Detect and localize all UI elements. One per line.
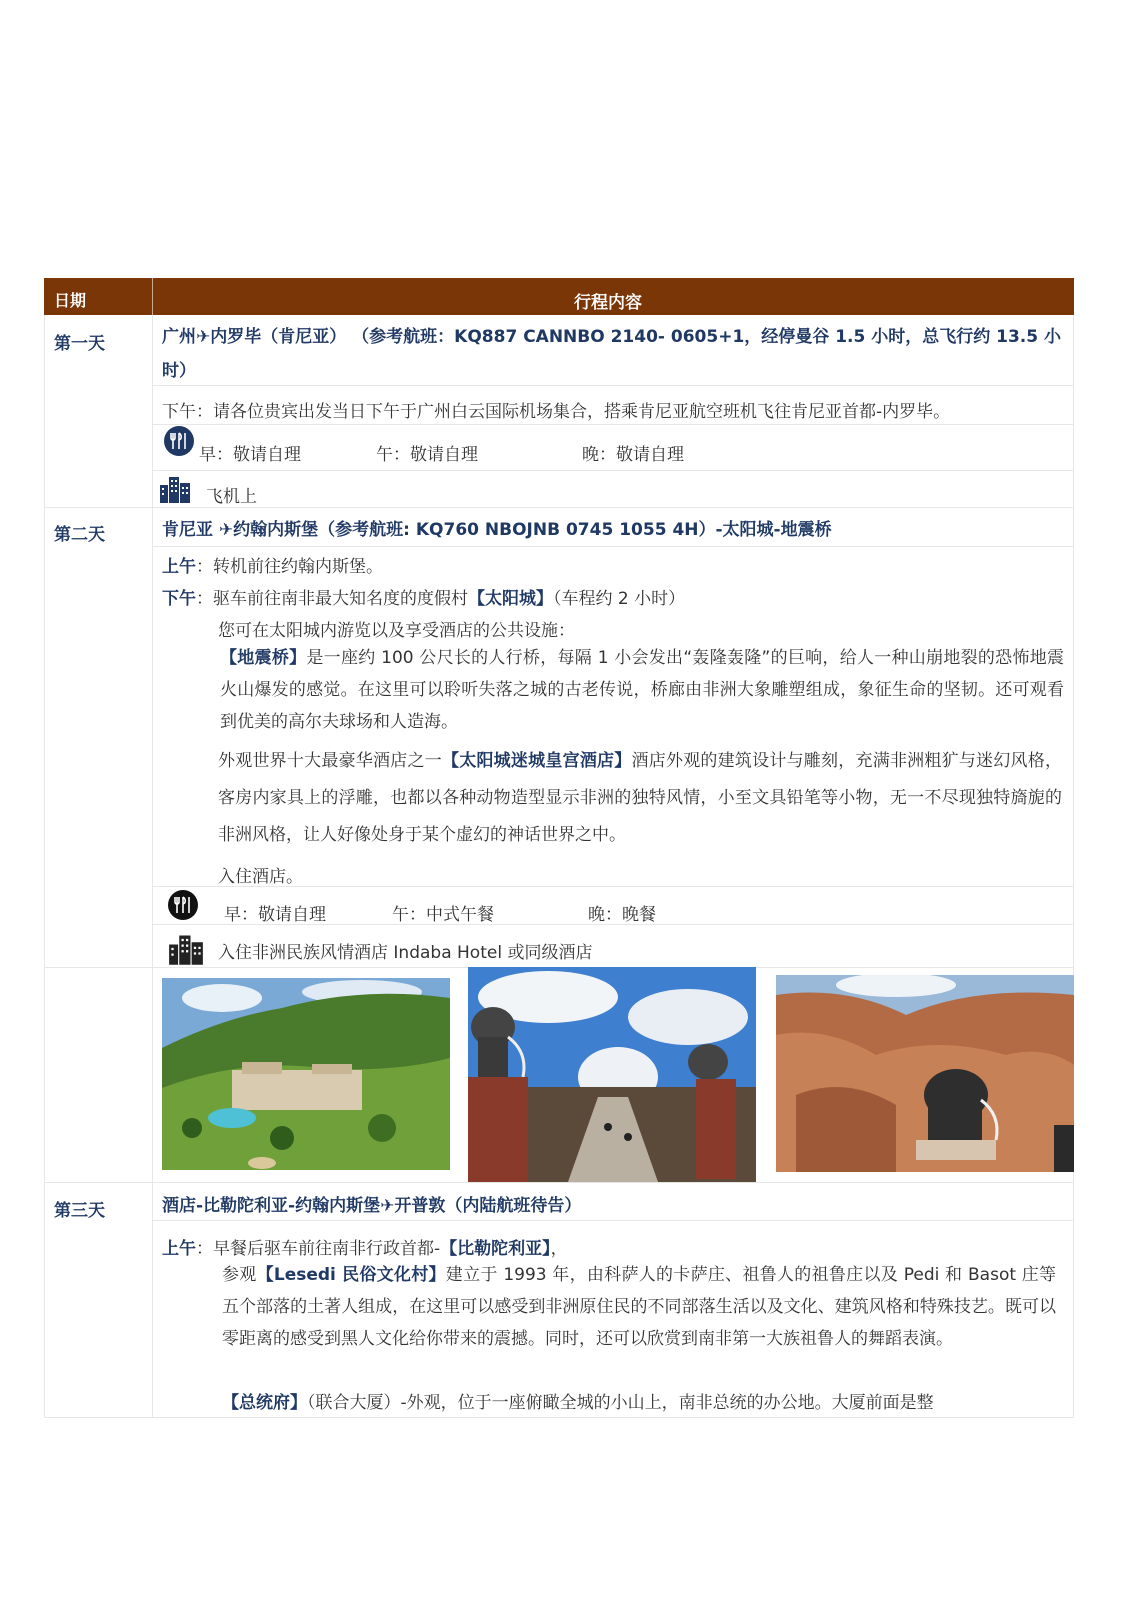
bridge-text: 是一座约 100 公尺长的人行桥，每隔 1 小会发出“轰隆轰隆”的巨响，给人一种山崩地裂的恐怖地震火山爆发的感觉。在这里可以聆听失落之城的古老传说，桥廊由非洲大象雕塑组成，象征生命的坚韧。还可观看到优美的高尔夫球场和人造海。 — [220, 648, 1065, 732]
lesedi-name: 【Lesedi 民俗文化村】 — [256, 1265, 446, 1285]
header-date: 日期 — [54, 291, 87, 310]
morning-post: ， — [550, 1239, 568, 1259]
facilities-text: 您可在太阳城内游览以及享受酒店的公共设施： — [218, 621, 575, 641]
row-line — [44, 1182, 1074, 1183]
bridge-elephants-photo — [468, 967, 756, 1182]
cutlery-icon — [164, 426, 194, 456]
bridge-name: 【地震桥】 — [220, 648, 307, 668]
day-afternoon: 下午：请各位贵宾出发当日下午于广州白云国际机场集合，搭乘肯尼亚航空班机飞往肯尼亚首都-内罗毕。 — [162, 402, 951, 422]
row-line — [44, 507, 1074, 508]
table-header — [44, 278, 1074, 315]
day-label: 第一天 — [54, 334, 105, 354]
header-content: 行程内容 — [574, 293, 642, 313]
row-line — [152, 470, 1074, 471]
hotel-text: 入住非洲民族风情酒店 Indaba Hotel 或同级酒店 — [218, 943, 593, 963]
meal-lunch: 午：敬请自理 — [376, 445, 478, 465]
meal-dinner: 晚：晚餐 — [588, 905, 656, 925]
buildings-icon — [168, 933, 204, 965]
union-name: 【总统府】 — [222, 1393, 307, 1413]
meal-breakfast: 早：敬请自理 — [224, 905, 326, 925]
meal-dinner: 晚：敬请自理 — [582, 445, 684, 465]
day-label: 第三天 — [54, 1201, 105, 1221]
hotel-text: 飞机上 — [206, 487, 257, 507]
row-line — [152, 424, 1074, 425]
union-paragraph — [222, 1387, 1056, 1419]
checkin-text: 入住酒店。 — [218, 867, 303, 887]
buildings-icon — [159, 475, 191, 503]
union-text: （联合大厦）-外观，位于一座俯瞰全城的小山上，南非总统的办公地。大厦前面是整 — [307, 1393, 934, 1413]
palace-paragraph — [218, 743, 1062, 854]
left-border — [44, 315, 45, 1418]
afternoon-post: （车程约 2 小时） — [553, 589, 686, 609]
day-afternoon — [162, 584, 685, 609]
right-border — [1073, 315, 1074, 1418]
sun-city-resort-photo — [162, 978, 450, 1170]
afternoon-pre: ：驱车前往南非最大知名度的度假村 — [196, 589, 468, 609]
day-title: 酒店-比勒陀利亚-约翰内斯堡✈开普敦（内陆航班待告） — [162, 1196, 582, 1216]
lesedi-text: 建立于 1993 年，由科萨人的卡萨庄、祖鲁人的祖鲁庄以及 Pedi 和 Basot 庄等五个部落的土著人组成，在这里可以感受到非洲原住民的不同部落生活以及文化、建筑风格和特殊技艺。既可以零距离的感受到黑人文化给你带来的震撼。同时，还可以欣赏到南非第一大族祖鲁人的舞蹈表演。 — [222, 1265, 1056, 1349]
day-label: 第二天 — [54, 525, 105, 545]
day-morning — [162, 1234, 568, 1259]
morning-pre: ：早餐后驱车前往南非行政首都- — [196, 1239, 441, 1259]
morning-text: ：转机前往约翰内斯堡。 — [196, 557, 383, 577]
day-title: 广州✈内罗毕（肯尼亚） （参考航班：KQ887 CANNBO 2140- 0605+1，经停曼谷 1.5 小时，总飞行约 13.5 小时） — [162, 327, 1062, 381]
elephant-statue-photo — [776, 975, 1074, 1172]
afternoon-label: 下午 — [162, 589, 196, 609]
palace-name: 【太阳城迷城皇宫酒店】 — [441, 751, 632, 771]
sun-city-name: 【太阳城】 — [468, 589, 553, 609]
palace-pre: 外观世界十大最豪华酒店之一 — [218, 751, 442, 771]
morning-label: 上午 — [162, 1239, 196, 1259]
header-divider — [152, 278, 153, 315]
palace-text: 酒店外观的建筑设计与雕刻，充满非洲粗犷与迷幻风格，客房内家具上的浮雕，也都以各种动物造型显示非洲的独特风情，小至文具铅笔等小物，无一不尽现独特旖旎的非洲风格，让人好像处身于某个虚幻的神话世界之中。 — [218, 751, 1063, 845]
meal-breakfast: 早：敬请自理 — [199, 445, 301, 465]
meal-lunch: 午：中式午餐 — [392, 905, 494, 925]
pretoria-name: 【比勒陀利亚】 — [440, 1239, 551, 1259]
lesedi-paragraph — [222, 1259, 1056, 1355]
lesedi-pre: 参观 — [222, 1265, 257, 1285]
cutlery-icon — [168, 890, 198, 920]
column-divider — [152, 315, 153, 1418]
bridge-paragraph — [220, 642, 1064, 738]
day-title: 肯尼亚 ✈约翰内斯堡（参考航班: KQ760 NBOJNB 0745 1055 4H）-太阳城-地震桥 — [162, 520, 832, 540]
day-morning — [162, 552, 383, 577]
morning-label: 上午 — [162, 557, 196, 577]
